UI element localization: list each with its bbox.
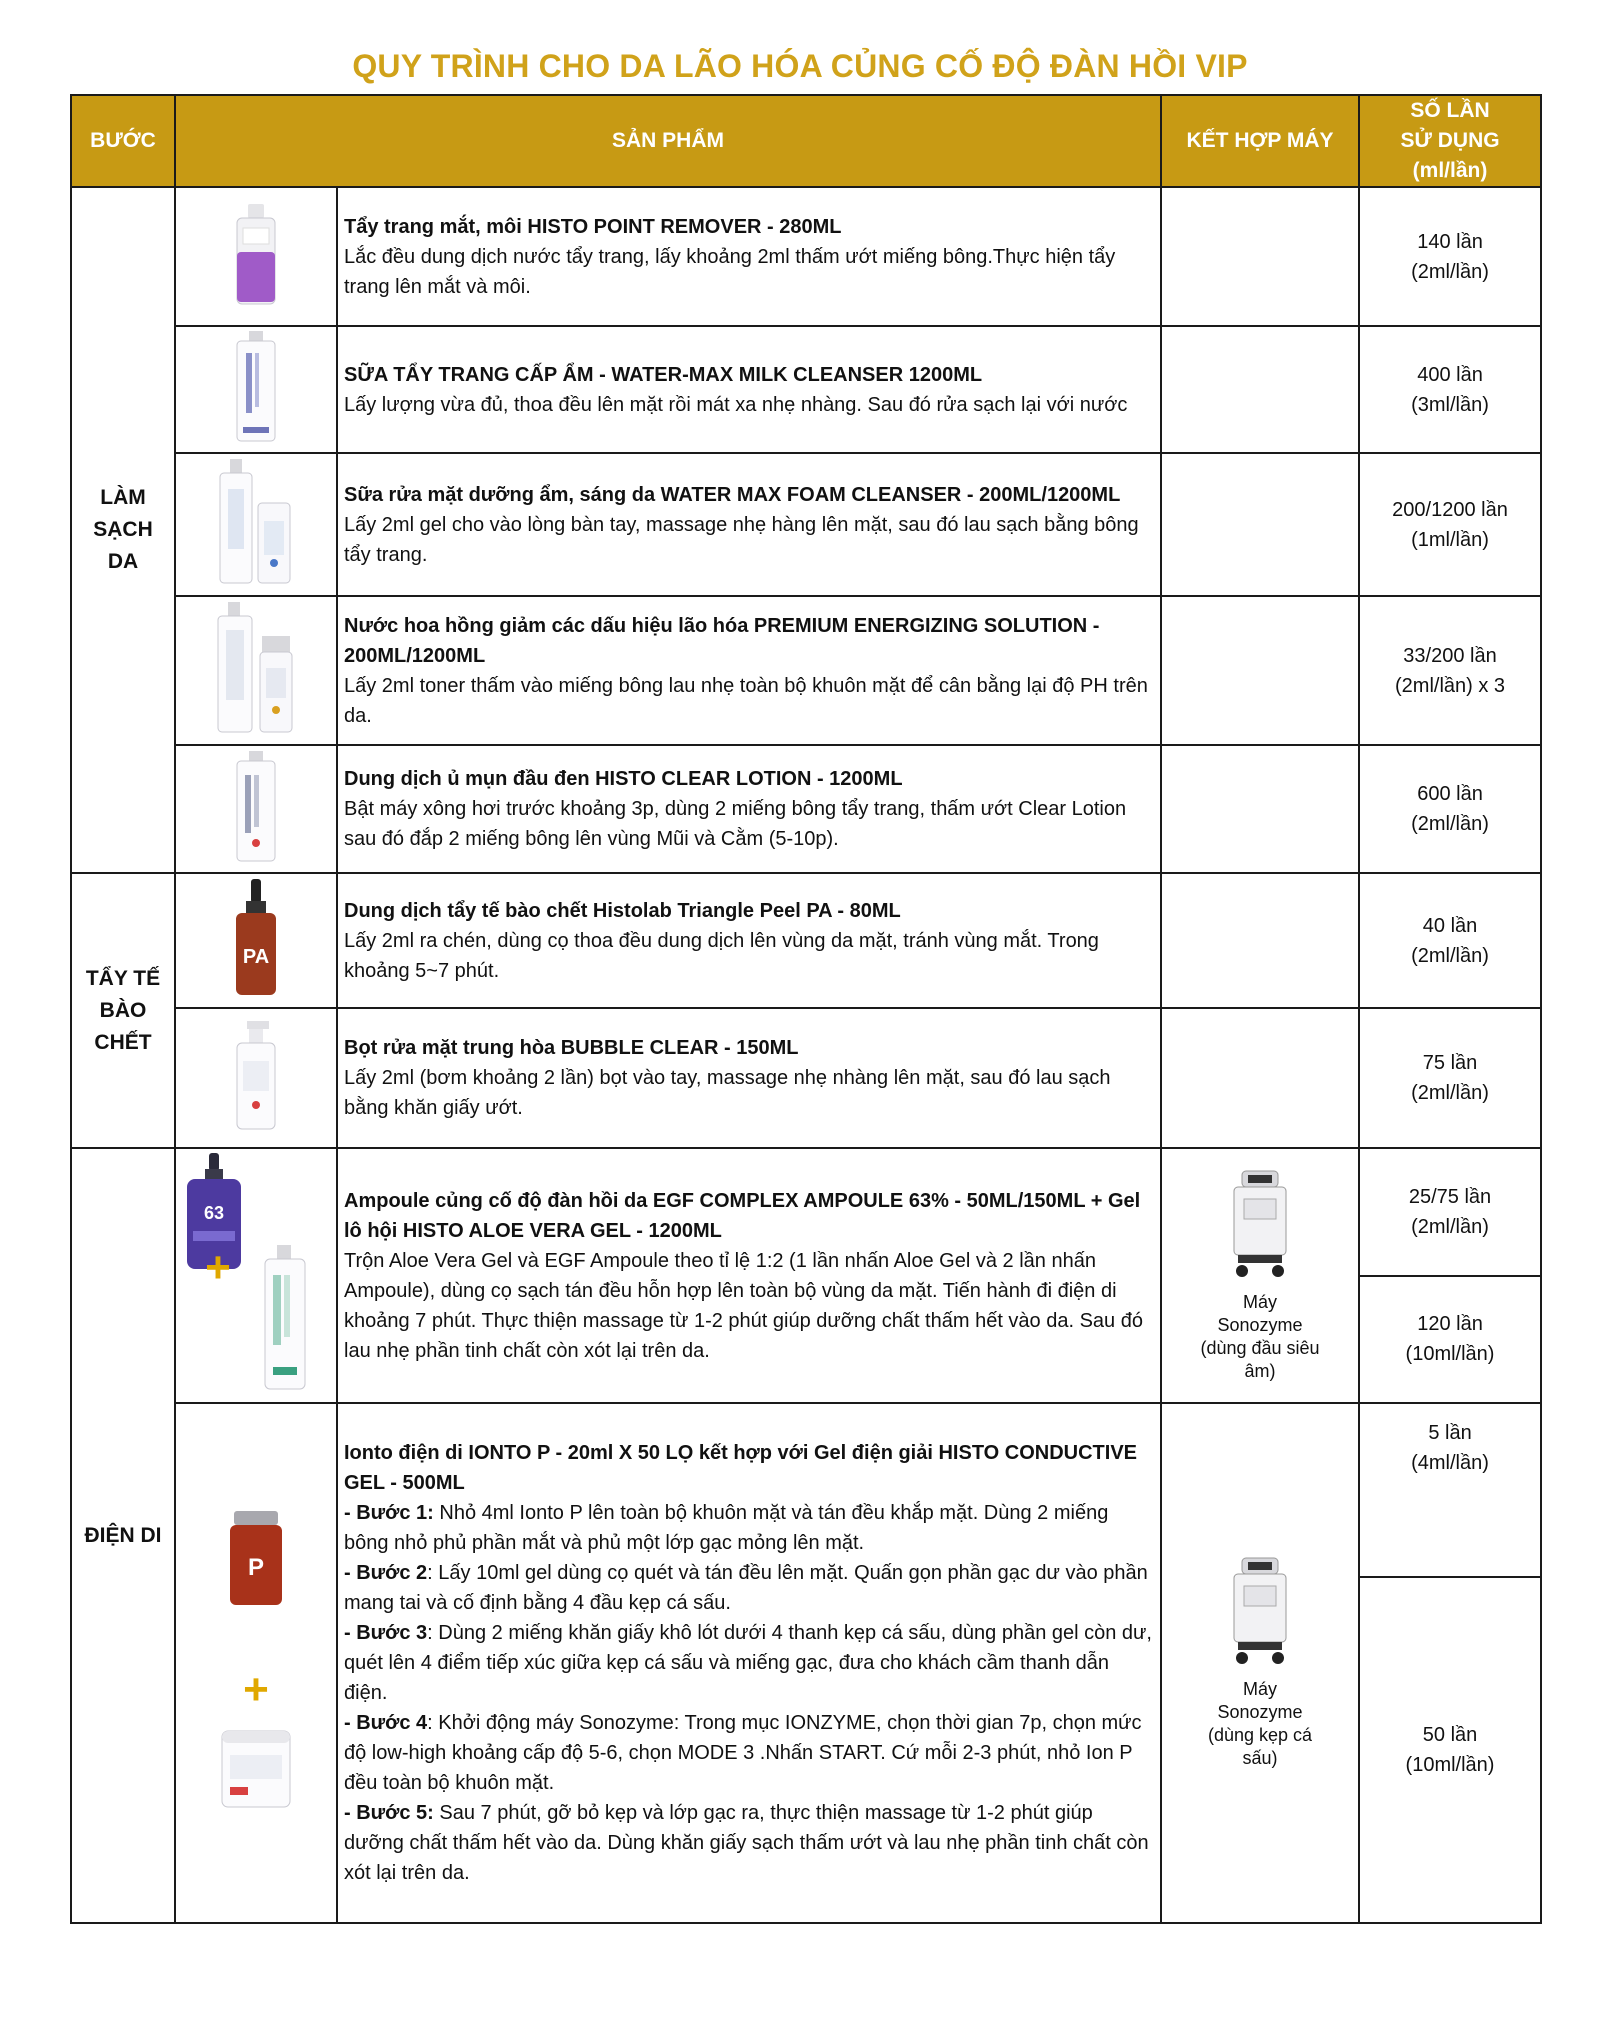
product-image-cell — [175, 1403, 337, 1923]
usage-cell — [1359, 596, 1541, 745]
product-title: Sữa rửa mặt dưỡng ẩm, sáng da WATER MAX FOAM CLEANSER - 200ML/1200ML — [344, 483, 1121, 506]
svg-text:PA: PA — [242, 946, 270, 968]
product-image-cell — [175, 453, 337, 596]
plus-icon: + — [205, 1243, 231, 1292]
product-instructions: Lấy 2ml toner thấm vào miếng bông lau nhẹ toàn bộ khuôn mặt để cân bằng lại độ PH trên da. — [344, 674, 1148, 727]
page-title: QUY TRÌNH CHO DA LÃO HÓA CỦNG CỐ ĐỘ ĐÀN HỒI VIP — [352, 48, 1248, 84]
procedure-step-label: - Bước 1: — [344, 1502, 434, 1524]
step-cleanse-line2: SẠCH — [93, 518, 153, 541]
procedure-step-text: : Lấy 10ml gel dùng cọ quét và tán đều lên mặt. Quấn gọn phần gạc dư vào phần mang tai và cố định bằng 4 đầu kẹp cá sấu. — [344, 1562, 1148, 1614]
usage-count: 400 lần — [1417, 363, 1483, 386]
sonozyme-machine-icon — [1220, 1556, 1300, 1668]
usage-dose: (10ml/lần) — [1405, 1754, 1495, 1776]
svg-text:63: 63 — [203, 1203, 225, 1223]
usage-dose: (2ml/lần) — [1411, 260, 1489, 283]
product-bottle-icon — [216, 459, 296, 585]
procedure-table — [70, 94, 1542, 1924]
machine-cell — [1161, 326, 1359, 453]
product-description — [337, 1148, 1161, 1403]
product-bottle-icon — [231, 751, 281, 863]
table-row — [71, 453, 1541, 596]
usage-count: 5 lần — [1428, 1422, 1472, 1444]
product-bottle-icon — [231, 202, 281, 306]
machine-cell — [1161, 596, 1359, 745]
usage-cell — [1359, 187, 1541, 326]
procedure-step-label: - Bước 3 — [344, 1622, 428, 1644]
product-image-cell — [175, 1148, 337, 1403]
usage-cell — [1359, 1008, 1541, 1148]
machine-line1: Máy — [1243, 1291, 1278, 1312]
product-instructions: Trộn Aloe Vera Gel và EGF Ampoule theo tỉ lệ 1:2 (1 lần nhấn Aloe Gel và 2 lần nhấn Ampoule), dùng cọ sạch tán đều hỗn hợp lên toàn bộ vùng da mặt. Tiến hành đi điện di khoảng 7 phút. Thực thiện massage từ 1-2 phút giúp dưỡng chất thấm hết vào da. Sau đó lau nhẹ phần tinh chất còn xót lại trên da. — [344, 1249, 1143, 1362]
product-instructions: Lắc đều dung dịch nước tẩy trang, lấy khoảng 2ml thấm ướt miếng bông.Thực hiện tẩy trang lên mắt và môi. — [344, 245, 1116, 298]
usage-dose: (2ml/lần) — [1411, 1082, 1489, 1104]
step-cleanse-line1: LÀM — [100, 486, 146, 509]
procedure-step-5 — [344, 1798, 1152, 1888]
header-row — [71, 95, 1541, 187]
header-step: BƯỚC — [71, 95, 175, 187]
header-machine: KẾT HỢP MÁY — [1161, 95, 1359, 187]
usage-cell — [1359, 453, 1541, 596]
product-bottle-icon — [216, 602, 296, 734]
product-description — [337, 187, 1161, 326]
product-title: Ionto điện di IONTO P - 20ml X 50 LỌ kết hợp với Gel điện giải HISTO CONDUCTIVE GEL - 500ML — [344, 1442, 1138, 1494]
machine-line4: sấu) — [1242, 1748, 1278, 1768]
procedure-step-1 — [344, 1498, 1152, 1558]
step-exfoliate-line1: TẨY TẾ — [85, 966, 161, 990]
product-title: SỮA TẨY TRANG CẤP ẨM - WATER-MAX MILK CLEANSER 1200ML — [344, 363, 983, 386]
usage-dose: (10ml/lần) — [1405, 1343, 1495, 1366]
product-image-cell — [175, 326, 337, 453]
product-description — [337, 596, 1161, 745]
product-image-cell — [175, 187, 337, 326]
product-bottle-icon — [181, 1153, 331, 1393]
procedure-step-label: - Bước 5: — [344, 1802, 434, 1824]
machine-cell — [1161, 873, 1359, 1008]
product-bottle-icon — [206, 1511, 306, 1811]
product-image-cell — [175, 873, 337, 1008]
usage-dose: (2ml/lần) — [1411, 944, 1489, 967]
machine-line3: (dùng kẹp cá — [1207, 1725, 1313, 1745]
machine-line1: Máy — [1243, 1679, 1278, 1699]
product-bottle-icon — [231, 1021, 281, 1131]
usage-cell — [1359, 1148, 1541, 1276]
product-description — [337, 745, 1161, 873]
svg-text:P: P — [247, 1553, 265, 1581]
machine-cell — [1161, 1148, 1359, 1403]
step-exfoliate-line2: BÀO — [99, 998, 147, 1022]
product-image-cell — [175, 596, 337, 745]
procedure-step-3 — [344, 1618, 1152, 1708]
product-title: Dung dịch ủ mụn đầu đen HISTO CLEAR LOTION - 1200ML — [344, 768, 903, 790]
usage-count: 120 lần — [1417, 1313, 1483, 1336]
product-instructions: Lấy 2ml gel cho vào lòng bàn tay, massage nhẹ hàng lên mặt, sau đó lau sạch bằng bông tẩy trang. — [344, 513, 1139, 566]
machine-cell — [1161, 453, 1359, 596]
product-title: Ampoule củng cố độ đàn hồi da EGF COMPLEX AMPOULE 63% - 50ML/150ML + Gel lô hội HISTO ALOE VERA GEL - 1200ML — [344, 1189, 1141, 1242]
usage-count: 600 lần — [1417, 783, 1483, 805]
machine-cell — [1161, 745, 1359, 873]
usage-count: 200/1200 lần — [1392, 498, 1508, 521]
table-row — [71, 745, 1541, 873]
step-cleanse — [71, 187, 175, 873]
usage-count: 40 lần — [1422, 914, 1478, 937]
usage-cell — [1359, 1403, 1541, 1577]
product-description — [337, 1008, 1161, 1148]
table-row — [71, 596, 1541, 745]
usage-count: 25/75 lần — [1408, 1185, 1492, 1208]
usage-cell — [1359, 1577, 1541, 1923]
plus-icon: + — [243, 1664, 269, 1714]
table-row — [71, 187, 1541, 326]
machine-cell — [1161, 1008, 1359, 1148]
product-description — [337, 873, 1161, 1008]
machine-cell — [1161, 187, 1359, 326]
product-instructions: Lấy 2ml (bơm khoảng 2 lần) bọt vào tay, massage nhẹ nhàng lên mặt, sau đó lau sạch bằng khăn giấy ướt. — [344, 1067, 1111, 1119]
procedure-step-label: - Bước 4 — [344, 1712, 428, 1734]
product-bottle-icon — [231, 879, 281, 997]
procedure-step-text: Sau 7 phút, gỡ bỏ kẹp và lớp gạc ra, thực thiện massage từ 1-2 phút giúp dưỡng chất thấm hết vào da. Dùng khăn giấy sạch thấm ướt và lau nhẹ phần tinh chất còn xót lại trên da. — [344, 1802, 1149, 1884]
usage-dose: (2ml/lần) — [1411, 1215, 1489, 1238]
product-title: Dung dịch tẩy tế bào chết Histolab Triangle Peel PA - 80ML — [344, 899, 901, 922]
procedure-step-text: Nhỏ 4ml Ionto P lên toàn bộ khuôn mặt và tán đều khắp mặt. Dùng 2 miếng bông nhỏ phủ phần mắt và phủ một lớp gạc mỏng lên mặt. — [344, 1502, 1109, 1554]
product-description — [337, 326, 1161, 453]
step-exfoliate — [71, 873, 175, 1148]
header-uses-line1: SỐ LẦN — [1410, 99, 1490, 122]
procedure-step-label: - Bước 2 — [344, 1562, 428, 1584]
procedure-step-2 — [344, 1558, 1152, 1618]
product-title: Tẩy trang mắt, môi HISTO POINT REMOVER - 280ML — [344, 215, 842, 238]
usage-cell — [1359, 873, 1541, 1008]
machine-line2: Sonozyme — [1217, 1702, 1303, 1722]
header-uses-line3: (ml/lần) — [1412, 159, 1488, 182]
step-iontophoresis: ĐIỆN DI — [71, 1148, 175, 1923]
table-row — [71, 326, 1541, 453]
product-description — [337, 1403, 1161, 1923]
table-row — [71, 1403, 1541, 1577]
table-row — [71, 1008, 1541, 1148]
procedure-step-text: : Dùng 2 miếng khăn giấy khô lót dưới 4 thanh kẹp cá sấu, dùng phần gel còn dư, quét lên 4 điểm tiếp xúc giữa kẹp cá sấu và miếng gạc, đưa cho khách cầm thanh dẫn điện. — [344, 1622, 1152, 1704]
usage-dose: (4ml/lần) — [1411, 1452, 1489, 1474]
product-title: Bọt rửa mặt trung hòa BUBBLE CLEAR - 150ML — [344, 1037, 799, 1059]
usage-cell — [1359, 326, 1541, 453]
product-instructions: Lấy 2ml ra chén, dùng cọ thoa đều dung dịch lên vùng da mặt, tránh vùng mắt. Trong khoảng 5~7 phút. — [344, 929, 1099, 982]
product-image-cell — [175, 1008, 337, 1148]
machine-line4: âm) — [1244, 1360, 1276, 1381]
header-product: SẢN PHẨM — [175, 95, 1161, 187]
machine-cell — [1161, 1403, 1359, 1923]
usage-dose: (3ml/lần) — [1411, 393, 1489, 416]
usage-count: 33/200 lần — [1403, 644, 1497, 667]
procedure-step-4 — [344, 1708, 1152, 1798]
usage-count: 140 lần — [1417, 230, 1483, 253]
header-uses-line2: SỬ DỤNG — [1400, 129, 1500, 152]
sonozyme-machine-icon — [1220, 1169, 1300, 1281]
product-bottle-icon — [231, 331, 281, 443]
product-image-cell — [175, 745, 337, 873]
usage-dose: (2ml/lần) — [1411, 813, 1489, 835]
step-cleanse-line3: DA — [107, 550, 139, 573]
procedure-step-text: : Khởi động máy Sonozyme: Trong mục IONZYME, chọn thời gian 7p, chọn mức độ low-high khoảng cấp độ 5-6, chọn MODE 3 .Nhấn START. Cứ mỗi 2-3 phút, nhỏ Ion P đều toàn bộ khuôn mặt. — [344, 1712, 1142, 1794]
usage-dose: (1ml/lần) — [1411, 528, 1489, 551]
step-exfoliate-line3: CHẾT — [94, 1030, 152, 1054]
usage-cell — [1359, 1276, 1541, 1404]
table-row — [71, 1148, 1541, 1276]
usage-cell — [1359, 745, 1541, 873]
product-description — [337, 453, 1161, 596]
machine-line2: Sonozyme — [1217, 1314, 1303, 1335]
table-row — [71, 873, 1541, 1008]
header-uses — [1359, 95, 1541, 187]
usage-count: 50 lần — [1422, 1724, 1478, 1746]
product-title: Nước hoa hồng giảm các dấu hiệu lão hóa PREMIUM ENERGIZING SOLUTION - 200ML/1200ML — [344, 614, 1100, 667]
usage-dose: (2ml/lần) x 3 — [1395, 674, 1506, 697]
usage-count: 75 lần — [1422, 1052, 1478, 1074]
machine-line3: (dùng đầu siêu — [1200, 1337, 1320, 1358]
product-instructions: Lấy lượng vừa đủ, thoa đều lên mặt rồi mát xa nhẹ nhàng. Sau đó rửa sạch lại với nước — [344, 393, 1128, 416]
product-instructions: Bật máy xông hơi trước khoảng 3p, dùng 2 miếng bông tẩy trang, thấm ướt Clear Lotion sau đó đắp 2 miếng bông lên vùng Mũi và Cằm (5-10p). — [344, 798, 1127, 850]
